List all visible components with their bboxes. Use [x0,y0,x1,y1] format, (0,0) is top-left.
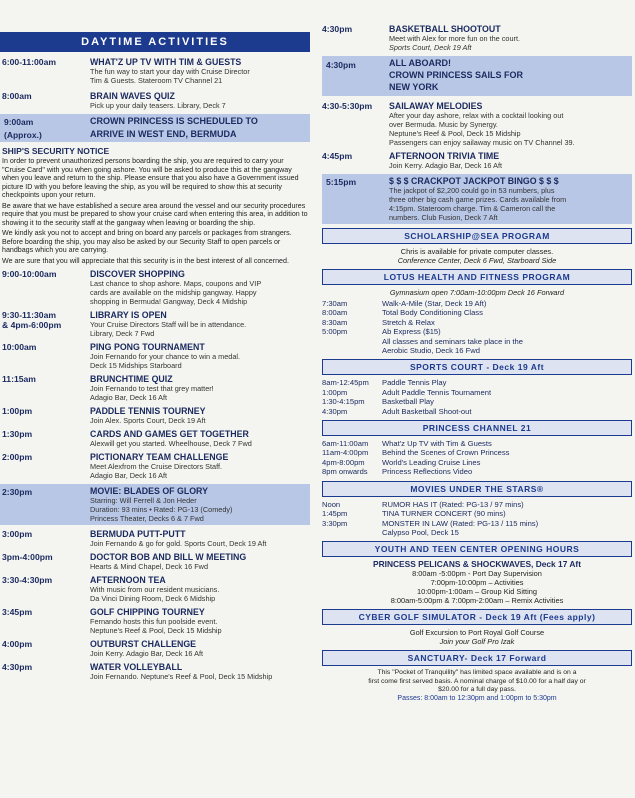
event-line: Library, Deck 7 Fwd [90,329,155,338]
event-item [0,484,310,525]
schedule-row [322,519,632,528]
event-item [0,529,310,548]
schedule-row [322,458,632,467]
event-line: Your Cruise Directors Staff will be in attendance. [90,320,247,329]
event-line: Join Fernando to test that grey matter! [90,384,214,393]
event-item [0,429,310,448]
schedule-time: 1:30-4:15pm [322,397,365,407]
schedule-row [322,407,632,416]
event-item [0,575,310,603]
schedule-row [322,388,632,397]
event-time: 9:00-10:00am [2,269,57,279]
youth-line: 8:00am-5:00pm & 7:00pm-2:00am – Remix Activities [390,596,564,606]
youth-line: 7:00pm-10:00pm – Activities [430,578,524,588]
event-line: Last chance to shop ashore. Maps, coupons and VIP [90,279,262,288]
event-line: 4:15pm. Stateroom charge. Tim & Cameron call the [389,204,556,213]
schedule-row [322,299,632,308]
schedule-label: Stretch & Relax [382,317,435,327]
aboard-time: 4:30pm [326,60,356,70]
schedule-label: Princess Reflections Video [382,467,473,477]
arrival-line: ARRIVE IN WEST END, BERMUDA [90,129,237,139]
event-title: AFTERNOON TRIVIA TIME [389,151,500,161]
event-item [0,662,310,681]
event-title: WATER VOLLEYBALL [90,662,183,672]
security-paragraph: We are sure that you will appreciate that this security is in the best interest of all concerned. [2,256,289,265]
schedule-row [322,467,632,476]
event-time: 9:30-11:30am [2,310,56,320]
schedule-label: Paddle Tennis Play [382,378,447,388]
schedule-row [322,308,632,317]
right-column [322,0,632,703]
event-time: 4:30-5:30pm [322,101,373,111]
event-title: WHAT'Z UP TV WITH TIM & GUESTS [90,57,242,67]
event-item [0,57,310,85]
sanctuary-line: first come first served basis. A nominal charge of $10.00 for a half day or [368,677,586,685]
event-time: 2:00pm [2,452,33,462]
event-time: 3:00pm [2,529,33,539]
event-line: With music from our resident musicians. [90,585,220,594]
event-title: BERMUDA PUTT-PUTT [90,529,186,539]
sanctuary-passes: Passes: 8:00am to 12:30pm and 1:00pm to 5:30pm [397,694,557,702]
schedule-time: 8:00am [322,308,348,318]
sports-schedule [322,378,632,416]
schedule-time: Noon [322,499,341,509]
lotus-schedule [322,299,632,355]
event-title: CARDS AND GAMES GET TOGETHER [90,429,249,439]
schedule-label: Aerobic Studio, Deck 16 Fwd [382,346,480,356]
event-line: Tim & Guests. Stateroom TV Channel 21 [90,76,223,85]
schedule-row [322,448,632,457]
event-title: MOVIE: BLADES OF GLORY [90,486,208,496]
schedule-row [322,378,632,387]
event-time: 1:30pm [2,429,33,439]
schedule-time: 6am-11:00am [322,439,369,449]
event-line: Starring: Will Ferrell & Jon Heder [90,496,197,505]
event-title: BASKETBALL SHOOTOUT [389,24,501,34]
event-time: 4:00pm [2,639,33,649]
event-title: PADDLE TENNIS TOURNEY [90,406,206,416]
left-events [0,269,310,681]
event-time: 6:00-11:00am [2,57,56,67]
schedule-label: All classes and seminars take place in the [382,336,523,346]
schedule-row [322,318,632,327]
event-line: cards are available on the midship gangway. Happy [90,288,257,297]
event-line: three other big cash game prizes. Cards available from [389,195,567,204]
event-time: 10:00am [2,342,37,352]
schedule-time: 1:00pm [322,387,348,397]
sanctuary-line: $20.00 for a full day pass. [438,685,516,693]
aboard-line: ALL ABOARD! [389,58,451,68]
event-time: 2:30pm [2,487,33,497]
youth-title: PRINCESS PELICANS & SHOCKWAVES, Deck 17 Aft [372,559,582,570]
scholarship-bar: SCHOLARSHIP@SEA PROGRAM [322,228,632,244]
schedule-label: Total Body Conditioning Class [382,308,483,318]
event-item [0,269,310,306]
event-time: 8:00am [2,91,32,101]
event-title: GOLF CHIPPING TOURNEY [90,607,205,617]
youth-line: 8:00am -5:00pm - Port Day Supervision [412,569,542,579]
event-title: BRAIN WAVES QUIZ [90,91,175,101]
event-line: Fernando hosts this fun poolside event. [90,617,218,626]
event-time: 5:15pm [326,177,357,187]
event-line: numbers. Club Fusion, Deck 7 Aft [389,213,498,222]
schedule-time: 5:00pm [322,327,348,337]
event-item [0,639,310,658]
golf-line: Join your Golf Pro Izak [439,637,515,647]
schedule-time: 8pm onwards [322,467,368,477]
schedule-label: RUMOR HAS IT (Rated: PG-13 / 97 mins) [382,499,524,509]
aboard-line: CROWN PRINCESS SAILS FOR [389,70,524,80]
schedule-label: Ab Express ($15) [382,327,441,337]
gym-note: Gymnasium open 7:00am-10:00pm Deck 16 Forward [389,288,565,297]
right-mid-events [322,101,632,170]
event-line: Join Fernando. Neptune's Reef & Pool, Deck 15 Midship [90,672,273,681]
cyber-golf-bar: CYBER GOLF SIMULATOR - Deck 19 Aft (Fees apply) [322,609,632,625]
left-top-events [0,57,310,110]
event-time: 3:30-4:30pm [2,575,53,585]
all-aboard-notice [322,56,632,96]
schedule-time: 8am-12:45pm [322,378,369,388]
event-title: LIBRARY IS OPEN [90,310,167,320]
event-item [0,607,310,635]
schedule-label: MONSTER IN LAW (Rated: PG-13 / 115 mins) [382,518,539,528]
arrival-approx: (Approx.) [4,130,42,140]
lotus-bar: LOTUS HEALTH AND FITNESS PROGRAM [322,269,632,285]
event-line: Join Kerry. Adagio Bar, Deck 16 Aft [389,161,503,170]
event-line: Deck 15 Midships Starboard [90,361,182,370]
event-line: Duration: 93 mins • Rated: PG-13 (Comedy) [90,505,233,514]
schedule-row [322,509,632,518]
channel-schedule [322,439,632,477]
schedule-label: Adult Paddle Tennis Tournament [382,387,492,397]
scholarship-line: Chris is available for private computer classes. [400,247,554,256]
event-item [0,310,310,338]
event-item [322,24,632,52]
security-paragraph: In order to prevent unauthorized persons boarding the ship, you are required to carry your "Cruise Card" with you when going ashore. You will be asked to produce this at the gangway when you leave and return to the ship. Please ensure that you also have a Government issued picture ID with you before leaving the ship, as you will be required to show this at security checkpoints upon your return. [2,157,299,199]
event-title: DOCTOR BOB AND BILL W MEETING [90,552,247,562]
event-line: shopping in Bermuda! Gangway, Deck 4 Midship [90,297,248,306]
movies-bar: MOVIES UNDER THE STARS® [322,481,632,497]
movies-schedule [322,500,632,538]
event-title: PICTIONARY TEAM CHALLENGE [90,452,229,462]
sports-court-bar: SPORTS COURT - Deck 19 Aft [322,359,632,375]
event-line: Adagio Bar, Deck 16 Aft [90,471,168,480]
schedule-time [322,346,382,355]
schedule-time: 4pm-8:00pm [322,457,365,467]
arrival-notice [0,114,310,142]
schedule-time: 4:30pm [322,406,348,416]
daytime-activities-banner: DAYTIME ACTIVITIES [0,32,310,52]
event-line: Passengers can enjoy sailaway music on TV Channel 39. [389,138,575,147]
security-notice [0,146,310,265]
event-time: 3:45pm [2,607,33,617]
event-line: Neptune's Reef & Pool, Deck 15 Midship [389,129,521,138]
event-item [0,452,310,480]
event-line: Join Kerry. Adagio Bar, Deck 16 Aft [90,649,204,658]
schedule-label: What'z Up TV with Tim & Guests [382,439,492,449]
event-line: over Bermuda. Music by Synergy. [389,120,498,129]
aboard-line: NEW YORK [389,82,439,92]
event-time: 4:30pm [322,24,353,34]
event-title: DISCOVER SHOPPING [90,269,185,279]
schedule-row [322,397,632,406]
schedule-label: Adult Basketball Shoot-out [382,406,472,416]
schedule-row [322,346,632,355]
schedule-label: Calypso Pool, Deck 15 [382,527,459,537]
security-paragraph: Be aware that we have established a secure area around the vessel and our security procedures require that you must be prepared to show your cruise card when entering this area, in addition to showing it to the security staff at the gangway when leaving or boarding the ship. [2,201,308,227]
left-column [0,0,310,685]
schedule-time: 11am-4:00pm [322,448,369,458]
event-title: OUTBURST CHALLENGE [90,639,197,649]
schedule-label: Behind the Scenes of Crown Princess [382,448,510,458]
event-line: The fun way to start your day with Cruise Director [90,67,250,76]
bingo-event [322,174,632,224]
event-line: Join Fernando & go for gold. Sports Court, Deck 19 Aft [90,539,267,548]
event-line: Da Vinci Dining Room, Deck 6 Midship [90,594,216,603]
event-time: 3pm-4:00pm [2,552,53,562]
schedule-row [322,439,632,448]
event-line: Alexwill get you started. Wheelhouse, Deck 7 Fwd [90,439,252,448]
schedule-time: 3:30pm [322,518,348,528]
schedule-time: 8:30am [322,317,348,327]
arrival-time: 9:00am [4,117,34,127]
event-item [0,552,310,571]
event-title: SAILAWAY MELODIES [389,101,483,111]
event-line: The jackpot of $2,200 could go in 53 numbers, plus [389,186,555,195]
event-line: Meet Alexfrom the Cruise Directors Staff. [90,462,223,471]
event-title: BRUNCHTIME QUIZ [90,374,173,384]
arrival-line: CROWN PRINCESS IS SCHEDULED TO [90,116,258,126]
schedule-row [322,337,632,346]
schedule-time [322,337,382,346]
golf-line: Golf Excursion to Port Royal Golf Course [409,628,545,638]
event-item [0,406,310,425]
event-item [0,91,310,110]
schedule-time: 7:30am [322,299,348,308]
youth-line: 10:00pm-1:00am – Group Kid Sitting [417,587,537,597]
event-time: 4:45pm [322,151,353,161]
event-line: Hearts & Mind Chapel, Deck 16 Fwd [90,562,209,571]
security-title: SHIP'S SECURITY NOTICE [2,146,110,156]
event-time: 11:15am [2,374,36,384]
youth-bar: YOUTH AND TEEN CENTER OPENING HOURS [322,541,632,557]
event-line: Join Fernando for your chance to win a medal. [90,352,241,361]
event-line: Princess Theater, Decks 6 & 7 Fwd [90,514,204,523]
schedule-row [322,528,632,537]
schedule-time: 1:45pm [322,509,348,519]
event-line: Sports Court, Deck 19 Aft [389,43,472,52]
sanctuary-line: This "Pocket of Tranquility" has limited space available and is on a [377,669,577,677]
event-title: PING PONG TOURNAMENT [90,342,205,352]
event-line: After your day ashore, relax with a cocktail looking out [389,111,564,120]
event-item [0,342,310,370]
schedule-label: Walk-A-Mile (Star, Deck 19 Aft) [382,299,487,308]
scholarship-line: Conference Center, Deck 6 Fwd, Starboard Side [397,256,557,265]
schedule-label: Basketball Play [382,397,434,407]
event-time: 4:30pm [2,662,33,672]
event-title: $ $ $ CRACKPOT JACKPOT BINGO $ $ $ [389,176,559,186]
schedule-row [322,500,632,509]
schedule-row [322,327,632,336]
event-line: Neptune's Reef & Pool, Deck 15 Midship [90,626,222,635]
channel-bar: PRINCESS CHANNEL 21 [322,420,632,436]
schedule-label: TINA TURNER CONCERT (90 mins) [382,509,506,519]
schedule-label: World's Leading Cruise Lines [382,457,481,467]
event-line: Adagio Bar, Deck 16 Aft [90,393,168,402]
event-item [0,374,310,402]
sanctuary-bar: SANCTUARY- Deck 17 Forward [322,650,632,666]
event-time-secondary: & 4pm-6:00pm [2,320,62,330]
event-title: AFTERNOON TEA [90,575,166,585]
event-line: Pick up your daily teasers. Library, Deck 7 [90,101,226,110]
event-line: Meet with Alex for more fun on the court. [389,34,521,43]
schedule-time [322,528,382,537]
event-time: 1:00pm [2,406,33,416]
event-item [322,101,632,147]
event-line: Join Alex. Sports Court, Deck 19 Aft [90,416,206,425]
security-paragraph: We kindly ask you not to accept and bring on board any parcels or packages from strangers. Before boarding the ship, you may also be asked by our Security Staff to open parcels or handbags which you are carrying. [2,229,292,254]
event-item [322,151,632,170]
